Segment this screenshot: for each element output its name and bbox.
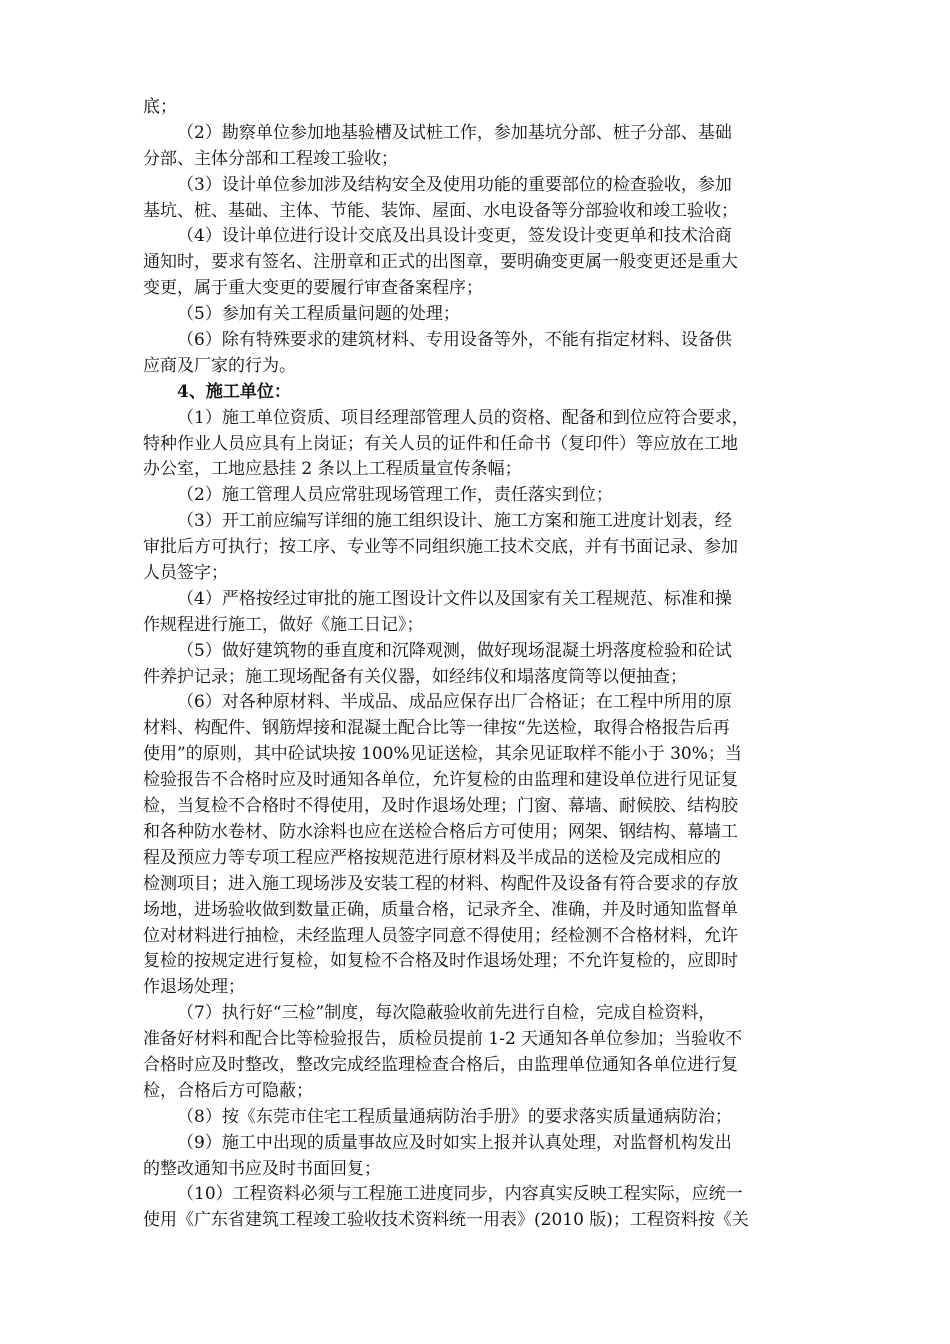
- text-line: 检验报告不合格时应及时通知各单位，允许复检的由监理和建设单位进行见证复: [143, 770, 738, 791]
- text-line: （6）对各种原材料、半成品、成品应保存出厂合格证；在工程中所用的原: [177, 692, 732, 713]
- text-line: 合格时应及时整改，整改完成经监理检查合格后，由监理单位通知各单位进行复: [143, 1054, 738, 1075]
- text-line: 审批后方可执行；按工序、专业等不同组织施工技术交底，并有书面记录、参加: [143, 537, 738, 558]
- section-heading: 4、施工单位：: [177, 381, 291, 402]
- text-line: 作退场处理；: [143, 977, 245, 998]
- text-line: （4）严格按经过审批的施工图设计文件以及国家有关工程规范、标准和操: [177, 588, 732, 609]
- text-line: 使用《广东省建筑工程竣工验收技术资料统一用表》(2010 版)；工程资料按《关: [143, 1210, 749, 1231]
- text-line: 场地，进场验收做到数量正确，质量合格，记录齐全、准确，并及时通知监督单: [143, 899, 738, 920]
- text-line: 人员签字；: [143, 563, 228, 584]
- text-line: 分部、主体分部和工程竣工验收；: [143, 148, 398, 169]
- text-line: （6）除有特殊要求的建筑材料、专用设备等外，不能有指定材料、设备供: [177, 330, 732, 351]
- text-line: 材料、构配件、钢筋焊接和混凝土配合比等一律按“先送检，取得合格报告后再: [143, 718, 730, 739]
- text-line: （3）开工前应编写详细的施工组织设计、施工方案和施工进度计划表，经: [177, 511, 732, 532]
- text-line: 作规程进行施工，做好《施工日记》；: [143, 614, 424, 635]
- text-line: 基坑、桩、基础、主体、节能、装饰、屋面、水电设备等分部验收和竣工验收；: [143, 200, 738, 221]
- text-line: 特种作业人员应具有上岗证；有关人员的证件和任命书（复印件）等应放在工地: [143, 433, 738, 454]
- text-line: （2）施工管理人员应常驻现场管理工作，责任落实到位；: [177, 485, 613, 506]
- document-body: [143, 95, 810, 1234]
- text-line: 程及预应力等专项工程应严格按规范进行原材料及半成品的送检及完成相应的: [143, 847, 721, 868]
- text-line: 和各种防水卷材、防水涂料也应在送检合格后方可使用；网架、钢结构、幕墙工: [143, 821, 738, 842]
- text-line: （5）做好建筑物的垂直度和沉降观测，做好现场混凝土坍落度检验和砼试: [177, 640, 732, 661]
- text-line: 使用”的原则，其中砼试块按 100%见证送检，其余见证取样不能小于 30%；当: [143, 744, 742, 765]
- text-line: 的整改通知书应及时书面回复；: [143, 1158, 381, 1179]
- text-line: 检，合格后方可隐蔽；: [143, 1080, 313, 1101]
- text-line: 检测项目；进入施工现场涉及安装工程的材料、构配件及设备有符合要求的存放: [143, 873, 738, 894]
- text-line: （5）参加有关工程质量问题的处理；: [177, 304, 460, 325]
- text-line: （8）按《东莞市住宅工程质量通病防治手册》的要求落实质量通病防治；: [177, 1106, 732, 1127]
- text-line: （10）工程资料必须与工程施工进度同步，内容真实反映工程实际，应统一: [177, 1184, 743, 1205]
- text-line: （4）设计单位进行设计交底及出具设计变更，签发设计变更单和技术洽商: [177, 226, 732, 247]
- text-line: 位对材料进行抽检，未经监理人员签字同意不得使用；经检测不合格材料，允许: [143, 925, 738, 946]
- text-line: （2）勘察单位参加地基验槽及试桩工作，参加基坑分部、桩子分部、基础: [177, 122, 732, 143]
- text-line: 件养护记录；施工现场配备有关仪器，如经纬仪和塌落度筒等以便抽查；: [143, 666, 687, 687]
- text-line: （1）施工单位资质、项目经理部管理人员的资格、配备和到位应符合要求，: [177, 407, 749, 428]
- text-line: （7）执行好“三检”制度，每次隐蔽验收前先进行自检，完成自检资料，: [177, 1003, 716, 1024]
- text-line: 变更，属于重大变更的要履行审查备案程序；: [143, 278, 483, 299]
- text-line: 办公室，工地应悬挂 2 条以上工程质量宣传条幅；: [143, 459, 522, 480]
- text-line: 复检的按规定进行复检，如复检不合格及时作退场处理；不允许复检的，应即时: [143, 951, 738, 972]
- text-line: （9）施工中出现的质量事故应及时如实上报并认真处理，对监督机构发出: [177, 1132, 732, 1153]
- text-line: 准备好材料和配合比等检验报告，质检员提前 1-2 天通知各单位参加；当验收不: [143, 1029, 743, 1050]
- text-line: 检，当复检不合格时不得使用，及时作退场处理；门窗、幕墙、耐候胶、结构胶: [143, 796, 738, 817]
- text-line: 底；: [143, 97, 177, 117]
- text-line: 应商及厂家的行为。: [143, 355, 296, 376]
- text-line: （3）设计单位参加涉及结构安全及使用功能的重要部位的检查验收，参加: [177, 174, 732, 195]
- text-line: 通知时，要求有签名、注册章和正式的出图章，要明确变更属一般变更还是重大: [143, 252, 738, 273]
